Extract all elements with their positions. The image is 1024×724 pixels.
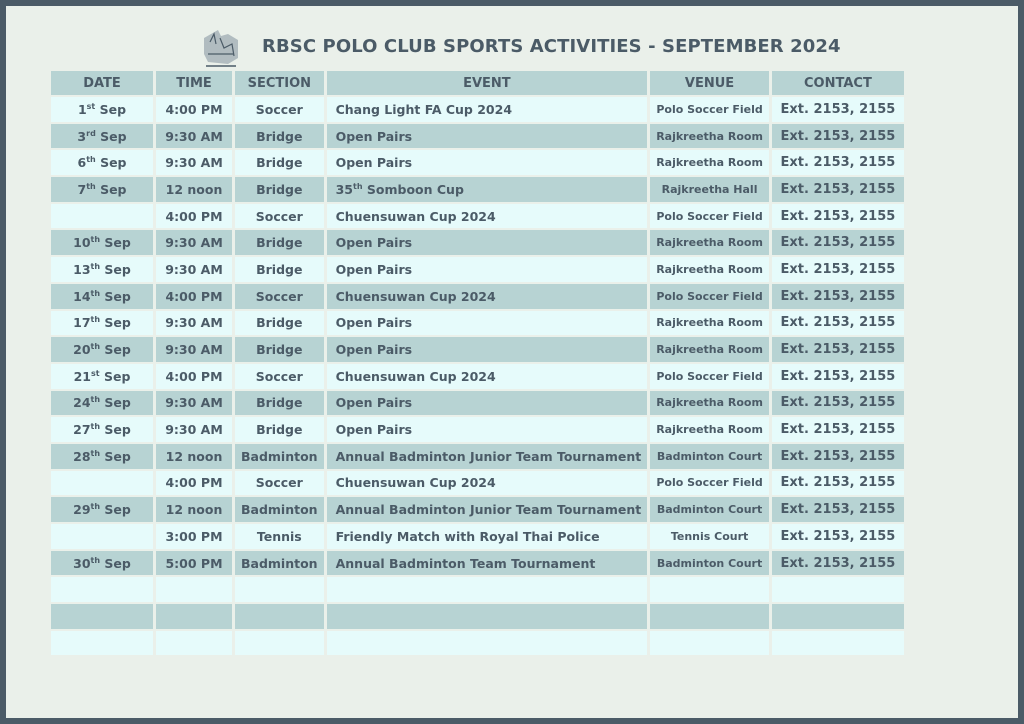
cell-section: Bridge — [235, 124, 324, 149]
cell-venue: Badminton Court — [650, 444, 769, 469]
date-day: 20 — [73, 342, 91, 358]
date-month: Sep — [99, 368, 131, 384]
cell-event: Chuensuwan Cup 2024 — [327, 284, 648, 309]
date-day: 28 — [73, 448, 91, 464]
cell-venue: Rajkreetha Hall — [650, 177, 769, 202]
date-day: 17 — [73, 315, 91, 331]
ordinal-suffix: th — [90, 342, 101, 352]
date-day: 29 — [73, 502, 91, 518]
activities-table — [48, 69, 907, 657]
event-text: Somboon Cup — [362, 181, 464, 197]
cell-event — [327, 631, 648, 656]
cell-venue: Polo Soccer Field — [650, 204, 769, 229]
cell-time: 3:00 PM — [156, 524, 232, 549]
cell-contact: Ext. 2153, 2155 — [772, 257, 904, 282]
cell-venue: Rajkreetha Room — [650, 257, 769, 282]
cell-event: Chuensuwan Cup 2024 — [327, 364, 648, 389]
cell-date — [51, 311, 153, 336]
ordinal-suffix: th — [90, 502, 101, 512]
table-row — [51, 444, 904, 469]
cell-event: Annual Badminton Junior Team Tournament — [327, 497, 648, 522]
ordinal-suffix: th — [353, 181, 363, 191]
date-month: Sep — [95, 181, 127, 197]
date-day: 1 — [77, 101, 87, 117]
date-day: 27 — [73, 422, 91, 438]
date-month: Sep — [100, 315, 131, 331]
table-row — [51, 97, 904, 122]
cell-date — [51, 204, 153, 229]
date-month: Sep — [95, 101, 127, 117]
date-day: 30 — [73, 555, 91, 571]
cell-section: Badminton — [235, 497, 324, 522]
table-row — [51, 284, 904, 309]
cell-time: 9:30 AM — [156, 257, 232, 282]
date-month: Sep — [100, 422, 131, 438]
cell-date — [51, 337, 153, 362]
cell-event: Open Pairs — [327, 257, 648, 282]
cell-section: Soccer — [235, 97, 324, 122]
table-row — [51, 150, 904, 175]
cell-contact: Ext. 2153, 2155 — [772, 311, 904, 336]
cell-event: Friendly Match with Royal Thai Police — [327, 524, 648, 549]
table-header — [51, 71, 904, 95]
table-row — [51, 524, 904, 549]
cell-venue: Rajkreetha Room — [650, 417, 769, 442]
column-header: VENUE — [650, 71, 769, 95]
cell-contact — [772, 631, 904, 656]
cell-section — [235, 631, 324, 656]
cell-venue: Rajkreetha Room — [650, 337, 769, 362]
table-row — [51, 337, 904, 362]
cell-venue: Rajkreetha Room — [650, 124, 769, 149]
date-day: 6 — [77, 155, 87, 171]
column-header: TIME — [156, 71, 232, 95]
cell-time — [156, 604, 232, 629]
ordinal-suffix: st — [86, 101, 96, 111]
cell-contact: Ext. 2153, 2155 — [772, 364, 904, 389]
table-row — [51, 311, 904, 336]
table-row — [51, 604, 904, 629]
cell-event: Chang Light FA Cup 2024 — [327, 97, 648, 122]
cell-venue — [650, 577, 769, 602]
cell-event: Open Pairs — [327, 391, 648, 416]
cell-time: 9:30 AM — [156, 391, 232, 416]
date-day: 21 — [73, 368, 92, 384]
ordinal-suffix: th — [90, 288, 101, 298]
cell-time: 4:00 PM — [156, 364, 232, 389]
cell-date — [51, 444, 153, 469]
cell-section — [235, 577, 324, 602]
cell-event: Open Pairs — [327, 417, 648, 442]
cell-venue — [650, 631, 769, 656]
ordinal-suffix: th — [90, 261, 101, 271]
table-row — [51, 364, 904, 389]
event-text: 35 — [335, 181, 353, 197]
date-day: 10 — [73, 235, 91, 251]
cell-contact: Ext. 2153, 2155 — [772, 524, 904, 549]
cell-venue: Tennis Court — [650, 524, 769, 549]
date-day: 24 — [73, 395, 91, 411]
date-day: 3 — [77, 128, 87, 144]
date-day: 13 — [73, 261, 91, 277]
cell-event: Chuensuwan Cup 2024 — [327, 204, 648, 229]
cell-venue: Polo Soccer Field — [650, 471, 769, 496]
cell-time: 12 noon — [156, 177, 232, 202]
ordinal-suffix: th — [90, 235, 101, 245]
cell-contact — [772, 604, 904, 629]
cell-date — [51, 257, 153, 282]
table-row — [51, 177, 904, 202]
cell-date — [51, 524, 153, 549]
cell-section: Bridge — [235, 177, 324, 202]
cell-time: 4:00 PM — [156, 97, 232, 122]
date-month: Sep — [95, 155, 127, 171]
cell-contact: Ext. 2153, 2155 — [772, 497, 904, 522]
cell-time: 9:30 AM — [156, 230, 232, 255]
column-header: EVENT — [327, 71, 648, 95]
date-month: Sep — [100, 235, 131, 251]
cell-time: 9:30 AM — [156, 417, 232, 442]
cell-contact — [772, 577, 904, 602]
cell-venue: Rajkreetha Room — [650, 311, 769, 336]
table-row — [51, 551, 904, 576]
table-row — [51, 497, 904, 522]
cell-event: Annual Badminton Team Tournament — [327, 551, 648, 576]
cell-time: 9:30 AM — [156, 150, 232, 175]
date-month: Sep — [100, 288, 131, 304]
cell-date — [51, 150, 153, 175]
cell-section: Bridge — [235, 337, 324, 362]
cell-time: 4:00 PM — [156, 204, 232, 229]
cell-date — [51, 124, 153, 149]
date-month: Sep — [100, 555, 131, 571]
table-row — [51, 257, 904, 282]
cell-event: Open Pairs — [327, 124, 648, 149]
cell-section: Soccer — [235, 284, 324, 309]
table-row — [51, 204, 904, 229]
ordinal-suffix: th — [90, 422, 101, 432]
table-row — [51, 417, 904, 442]
cell-venue — [650, 604, 769, 629]
cell-contact: Ext. 2153, 2155 — [772, 417, 904, 442]
cell-venue: Rajkreetha Room — [650, 230, 769, 255]
cell-section: Bridge — [235, 230, 324, 255]
cell-section: Soccer — [235, 471, 324, 496]
cell-section — [235, 604, 324, 629]
ordinal-suffix: th — [90, 448, 101, 458]
cell-contact: Ext. 2153, 2155 — [772, 471, 904, 496]
cell-section: Badminton — [235, 551, 324, 576]
ordinal-suffix: th — [86, 155, 96, 165]
cell-contact: Ext. 2153, 2155 — [772, 230, 904, 255]
cell-date — [51, 604, 153, 629]
cell-date — [51, 471, 153, 496]
table-row — [51, 471, 904, 496]
cell-time — [156, 577, 232, 602]
cell-time: 4:00 PM — [156, 471, 232, 496]
cell-section: Bridge — [235, 391, 324, 416]
date-month: Sep — [100, 502, 131, 518]
cell-contact: Ext. 2153, 2155 — [772, 444, 904, 469]
club-logo — [198, 24, 244, 72]
date-month: Sep — [100, 342, 131, 358]
cell-section: Tennis — [235, 524, 324, 549]
date-month: Sep — [100, 261, 131, 277]
cell-event: Annual Badminton Junior Team Tournament — [327, 444, 648, 469]
table-row — [51, 631, 904, 656]
cell-venue: Rajkreetha Room — [650, 391, 769, 416]
cell-event: Open Pairs — [327, 150, 648, 175]
cell-time: 12 noon — [156, 444, 232, 469]
date-month: Sep — [100, 448, 131, 464]
cell-event — [327, 604, 648, 629]
ordinal-suffix: th — [86, 181, 96, 191]
cell-section: Bridge — [235, 257, 324, 282]
cell-date — [51, 230, 153, 255]
cell-event — [327, 577, 648, 602]
cell-contact: Ext. 2153, 2155 — [772, 204, 904, 229]
ordinal-suffix: th — [90, 315, 101, 325]
cell-event: Open Pairs — [327, 337, 648, 362]
cell-venue: Polo Soccer Field — [650, 284, 769, 309]
column-header: CONTACT — [772, 71, 904, 95]
cell-event: Chuensuwan Cup 2024 — [327, 471, 648, 496]
date-day: 7 — [77, 181, 87, 197]
cell-contact: Ext. 2153, 2155 — [772, 337, 904, 362]
table-row — [51, 577, 904, 602]
cell-date — [51, 417, 153, 442]
cell-contact: Ext. 2153, 2155 — [772, 150, 904, 175]
cell-contact: Ext. 2153, 2155 — [772, 551, 904, 576]
table-row — [51, 391, 904, 416]
cell-section: Bridge — [235, 417, 324, 442]
cell-contact: Ext. 2153, 2155 — [772, 284, 904, 309]
cell-date — [51, 631, 153, 656]
cell-event: Open Pairs — [327, 311, 648, 336]
table-row — [51, 124, 904, 149]
cell-time: 9:30 AM — [156, 337, 232, 362]
column-header: SECTION — [235, 71, 324, 95]
cell-contact: Ext. 2153, 2155 — [772, 124, 904, 149]
cell-venue: Polo Soccer Field — [650, 97, 769, 122]
cell-venue: Badminton Court — [650, 551, 769, 576]
cell-event — [327, 177, 648, 202]
ordinal-suffix: rd — [86, 128, 96, 138]
cell-time: 5:00 PM — [156, 551, 232, 576]
cell-time: 9:30 AM — [156, 124, 232, 149]
cell-contact: Ext. 2153, 2155 — [772, 391, 904, 416]
cell-section: Badminton — [235, 444, 324, 469]
page-title: RBSC POLO CLUB SPORTS ACTIVITIES - SEPTEMBER 2024 — [262, 36, 841, 57]
ordinal-suffix: th — [90, 395, 101, 405]
cell-event: Open Pairs — [327, 230, 648, 255]
cell-date — [51, 177, 153, 202]
cell-date — [51, 551, 153, 576]
ordinal-suffix: th — [90, 555, 101, 565]
cell-date — [51, 284, 153, 309]
cell-contact: Ext. 2153, 2155 — [772, 177, 904, 202]
cell-venue: Rajkreetha Room — [650, 150, 769, 175]
table-row — [51, 230, 904, 255]
date-day: 14 — [73, 288, 91, 304]
ordinal-suffix: st — [91, 368, 100, 378]
cell-date — [51, 497, 153, 522]
cell-time: 9:30 AM — [156, 311, 232, 336]
cell-section: Soccer — [235, 204, 324, 229]
cell-time: 4:00 PM — [156, 284, 232, 309]
cell-time — [156, 631, 232, 656]
cell-date — [51, 391, 153, 416]
cell-contact: Ext. 2153, 2155 — [772, 97, 904, 122]
cell-date — [51, 577, 153, 602]
cell-time: 12 noon — [156, 497, 232, 522]
cell-date — [51, 364, 153, 389]
cell-section: Bridge — [235, 311, 324, 336]
cell-section: Soccer — [235, 364, 324, 389]
cell-date — [51, 97, 153, 122]
column-header: DATE — [51, 71, 153, 95]
date-month: Sep — [100, 395, 131, 411]
cell-venue: Polo Soccer Field — [650, 364, 769, 389]
cell-venue: Badminton Court — [650, 497, 769, 522]
date-month: Sep — [95, 128, 127, 144]
cell-section: Bridge — [235, 150, 324, 175]
